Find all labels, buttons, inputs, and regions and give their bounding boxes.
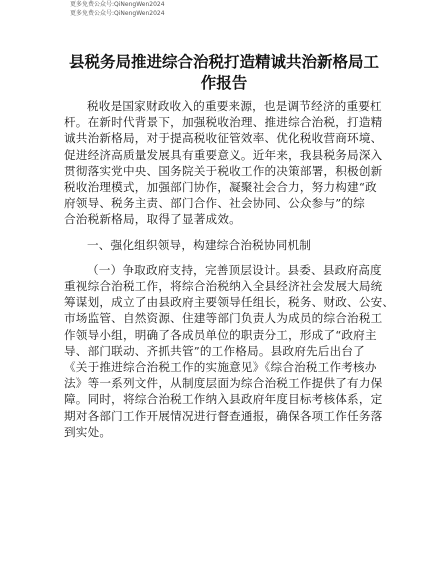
paragraph-intro [64,98,386,228]
header-notes [70,0,165,18]
paragraph-line: （一）争取政府支持，完善顶层设计。县委、县政府高度 [87,262,382,277]
paragraph-line: 税收治理模式，加强部门协作，凝聚社会合力，努力构建“政 [64,180,377,195]
paragraph-line: 促进经济高质量发展具有重要意义。近年来，我县税务局深入 [64,147,383,162]
paragraph-line: 作领导小组，明确了各成员单位的职责分工，形成了“政府主 [64,327,377,342]
title-line: 作报告 [200,74,248,92]
document-title [56,52,392,94]
header-note-line: 更多免费公众号:QiNengWen2024 [70,1,165,8]
paragraph-line: 法》等一系列文件，从制度层面为综合治税工作提供了有力保 [64,376,383,391]
paragraph-line: 市场监管、自然资源、住建等部门负责人为成员的综合治税工 [64,311,383,326]
paragraph-line: 贯彻落实党中央、国务院关于税收工作的决策部署，积极创新 [64,163,383,178]
section-heading: 一、强化组织领导，构建综合治税协同机制 [87,237,312,252]
paragraph-line: 诚共治新格局，对于提高税收征管效率、优化税收营商环境、 [64,131,383,146]
paragraph-line: 到实处。 [64,424,112,439]
paragraph-line: 导、部门联动、齐抓共管”的工作格局。县政府先后出台了 [64,343,365,358]
paragraph-line: 《关于推进综合治税工作的实施意见》《综合治税工作考核办 [64,360,377,375]
paragraph-line: 杆。在新时代背景下，加强税收治理、推进综合治税，打造精 [64,115,383,130]
title-line: 县税务局推进综合治税打造精诚共治新格局工 [68,53,379,71]
paragraph-line: 障。同时，将综合治税工作纳入县政府年度目标考核体系，定 [64,392,383,407]
document-body [64,98,395,440]
paragraph-line: 筹谋划，成立了由县政府主要领导任组长，税务、财政、公安、 [64,295,395,310]
paragraph-section1 [64,262,395,440]
paragraph-line: 重视综合治税工作，将综合治税纳入全县经济社会发展大局统 [64,279,383,294]
header-note-line: 更多免费公众号:QiNengWen2024 [70,10,165,17]
paragraph-line: 合治税新格局，取得了显著成效。 [64,212,241,227]
paragraph-line: 府领导、税务主责、部门合作、社会协同、公众参与”的综 [64,196,365,211]
paragraph-line: 期对各部门工作开展情况进行督查通报，确保各项工作任务落 [64,408,383,423]
paragraph-line: 税收是国家财政收入的重要来源，也是调节经济的重要杠 [87,99,382,113]
